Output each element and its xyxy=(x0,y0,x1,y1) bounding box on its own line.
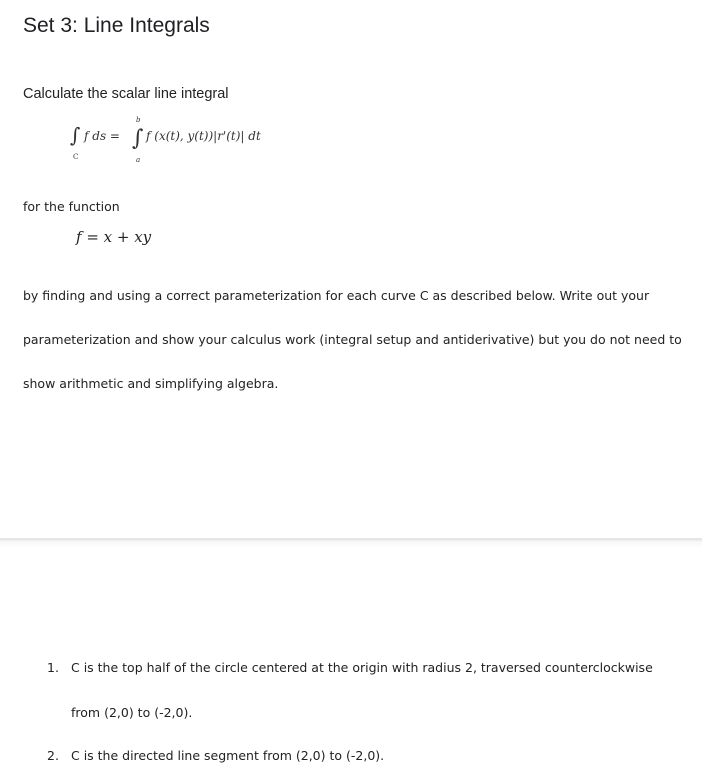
page-divider xyxy=(0,538,702,548)
list-number: 1. xyxy=(47,660,59,675)
lhs-integrand: f ds = xyxy=(84,129,120,143)
instruction-line-3: show arithmetic and simplifying algebra. xyxy=(23,376,279,391)
line-integral-formula xyxy=(70,112,310,172)
list-item-text-continued: from (2,0) to (-2,0). xyxy=(71,705,193,720)
rhs-upper-limit: b xyxy=(136,116,141,124)
list-item-text: C is the directed line segment from (2,0) to (-2,0). xyxy=(71,748,385,763)
instruction-line-2: parameterization and show your calculus work (integral setup and antiderivative) but you do not need to xyxy=(23,332,682,347)
page-title: Set 3: Line Integrals xyxy=(23,14,210,37)
intro-text: Calculate the scalar line integral xyxy=(23,86,229,102)
for-function-text: for the function xyxy=(23,199,120,214)
list-number: 2. xyxy=(47,748,59,763)
lhs-limit: C xyxy=(73,153,79,161)
rhs-lower-limit: a xyxy=(136,156,141,164)
integral-sign-left: ∫ xyxy=(70,123,81,147)
rhs-integrand: f (x(t), y(t))|r'(t)| dt xyxy=(146,129,261,143)
list-item-text: C is the top half of the circle centered at the origin with radius 2, traversed counterclockwise xyxy=(71,660,653,675)
integral-sign-right: ∫ xyxy=(132,126,144,151)
function-expression: f = x + xy xyxy=(76,228,152,246)
instruction-line-1: by finding and using a correct parameterization for each curve C as described below. Write out your xyxy=(23,288,650,303)
